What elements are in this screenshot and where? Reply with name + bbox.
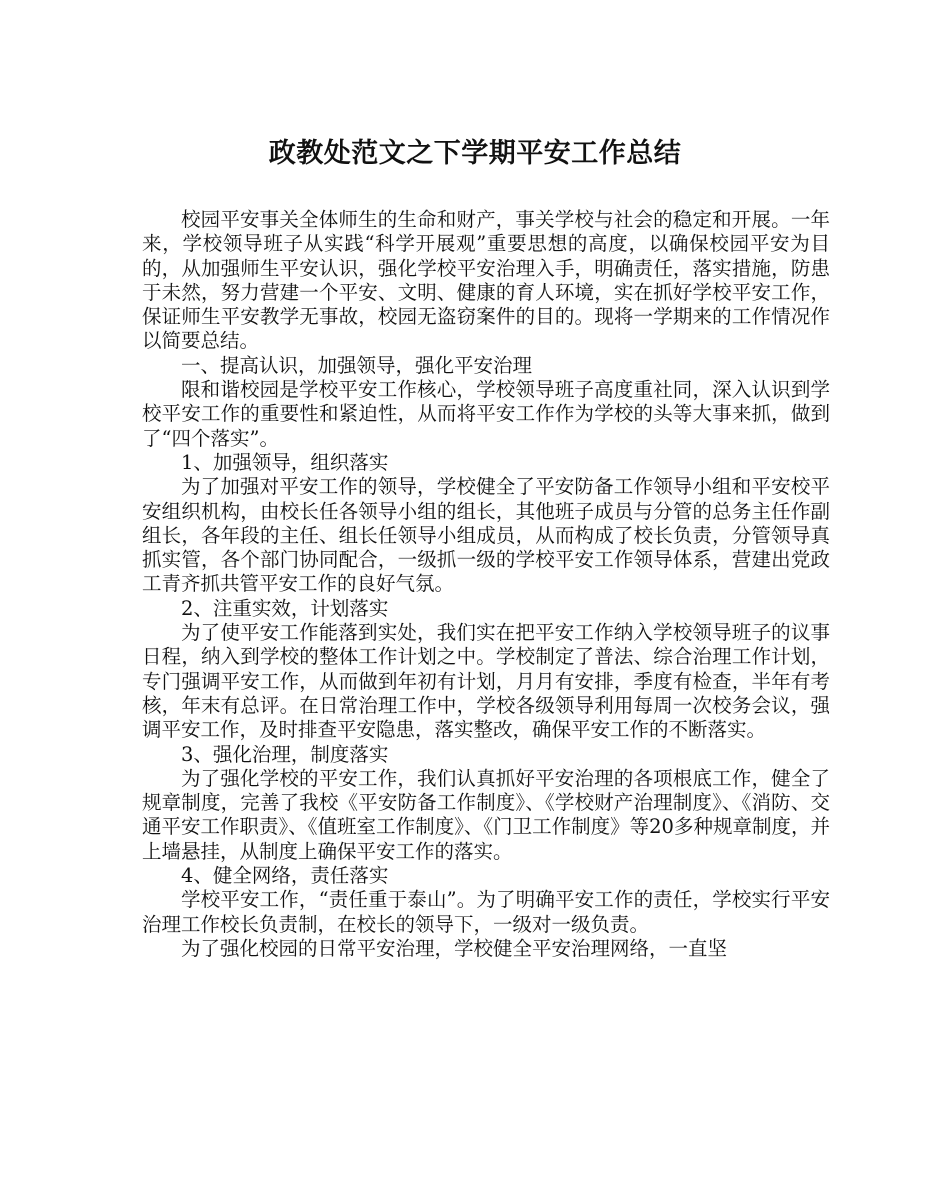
subsection-heading-3: 3、强化治理，制度落实: [181, 742, 389, 766]
section-heading-1: 一、提高认识，加强领导，强化平安治理: [181, 353, 533, 377]
paragraph: 为了强化校园的日常平安治理，学校健全平安治理网络，一直坚: [181, 936, 728, 960]
subsection-heading-1: 1、加强领导，组织落实: [181, 450, 389, 474]
subsection-heading-4: 4、健全网络，责任落实: [181, 864, 389, 888]
paragraph: 为了加强对平安工作的领导，学校健全了平安防备工作领导小组和平安校平安组织机构，由校长任各领导小组的组长，其他班子成员与分管的总务主任作副组长，各年段的主任、组长任领导小组成员，从而构成了校长负责，分管领导真抓实管，各个部门协同配合，一级抓一级的学校平安工作领导体系，营建出党政工青齐抓共管平安工作的良好气氛。: [142, 475, 830, 596]
paragraph: 为了强化学校的平安工作，我们认真抓好平安治理的各项根底工作，健全了规章制度，完善了我校《平安防备工作制度》、《学校财产治理制度》、《消防、交通平安工作职责》、《值班室工作制度》、《门卫工作制度》等20多种规章制度，并上墙悬挂，从制度上确保平安工作的落实。: [142, 766, 830, 863]
paragraph: 学校平安工作，“责任重于泰山”。为了明确平安工作的责任，学校实行平安治理工作校长负责制，在校长的领导下，一级对一级负责。: [142, 888, 830, 936]
subsection-heading-2: 2、注重实效，计划落实: [181, 596, 389, 620]
paragraph: 限和谐校园是学校平安工作核心，学校领导班子高度重社同，深入认识到学校平安工作的重要性和紧迫性，从而将平安工作作为学校的头等大事来抓，做到了“四个落实”。: [142, 378, 830, 450]
document-title: 政教处范文之下学期平安工作总结: [268, 138, 682, 169]
document-body: [142, 208, 830, 961]
paragraph: 为了使平安工作能落到实处，我们实在把平安工作纳入学校领导班子的议事日程，纳入到学校的整体工作计划之中。学校制定了普法、综合治理工作计划，专门强调平安工作，从而做到年初有计划，月月有安排，季度有检查，半年有考核，年末有总评。在日常治理工作中，学校各级领导利用每周一次校务会议，强调平安工作，及时排查平安隐患，落实整改，确保平安工作的不断落实。: [142, 621, 830, 742]
paragraph-intro: 校园平安事关全体师生的生命和财产，事关学校与社会的稳定和开展。一年来，学校领导班子从实践“科学开展观”重要思想的高度，以确保校园平安为目的，从加强师生平安认识，强化学校平安治理入手，明确责任，落实措施，防患于未然，努力营建一个平安、文明、健康的育人环境，实在抓好学校平安工作，保证师生平安教学无事故，校园无盗窃案件的目的。现将一学期来的工作情况作以简要总结。: [142, 208, 830, 353]
